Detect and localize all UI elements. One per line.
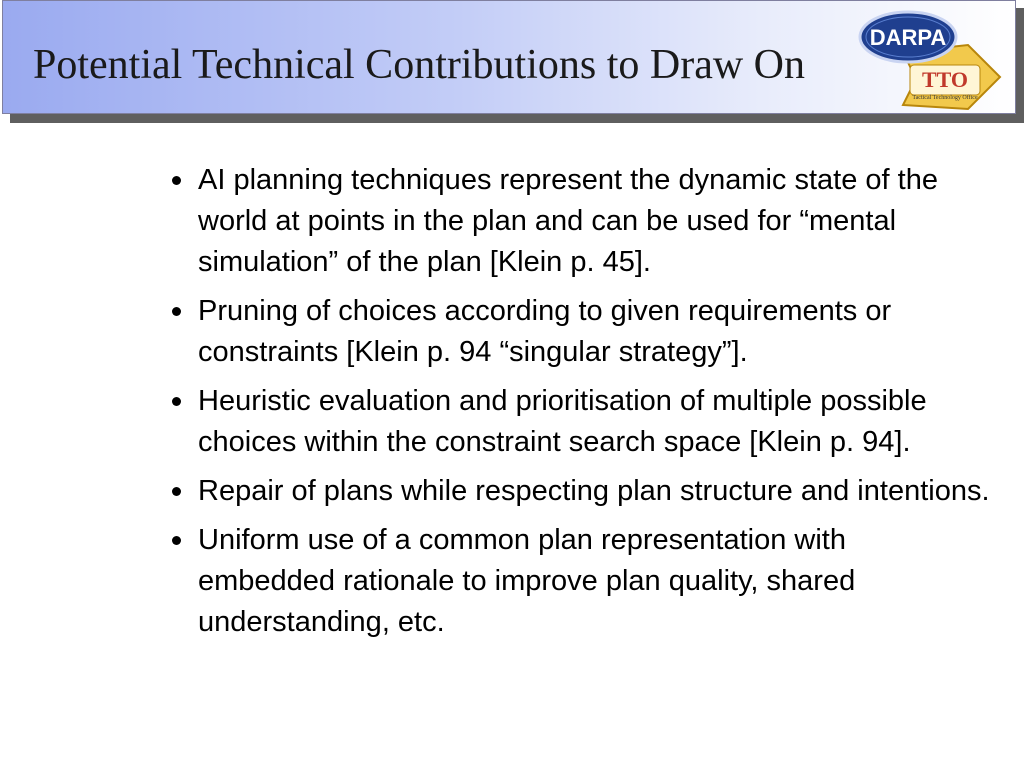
- list-item: [170, 381, 990, 463]
- title-bar: [2, 0, 1016, 114]
- bullet-icon: [172, 487, 181, 496]
- bullet-icon: [172, 176, 181, 185]
- bullet-text: Uniform use of a common plan representation with embedded rationale to improve plan quality, shared understanding, etc.: [198, 524, 856, 638]
- darpa-tto-logo: [858, 7, 1003, 113]
- bullet-text: Pruning of choices according to given requirements or constraints [Klein p. 94 “singular strategy”].: [198, 295, 892, 368]
- tto-logo-text: TTO: [921, 67, 969, 92]
- bullet-icon: [172, 536, 181, 545]
- bullet-list: [170, 160, 990, 651]
- list-item: [170, 471, 990, 512]
- darpa-logo-text: DARPA: [869, 25, 947, 50]
- bullet-text: Heuristic evaluation and prioritisation of multiple possible choices within the constraint search space [Klein p. 94].: [198, 385, 927, 458]
- bullet-icon: [172, 397, 181, 406]
- list-item: [170, 160, 990, 283]
- bullet-text: Repair of plans while respecting plan structure and intentions.: [198, 475, 990, 507]
- bullet-icon: [172, 307, 181, 316]
- slide-title: Potential Technical Contributions to Draw On: [33, 42, 805, 88]
- bullet-text: AI planning techniques represent the dynamic state of the world at points in the plan and can be used for “mental simulation” of the plan [Klein p. 45].: [198, 164, 938, 278]
- tto-logo-subtext: Tactical Technology Office: [912, 95, 978, 101]
- list-item: [170, 520, 990, 643]
- list-item: [170, 291, 990, 373]
